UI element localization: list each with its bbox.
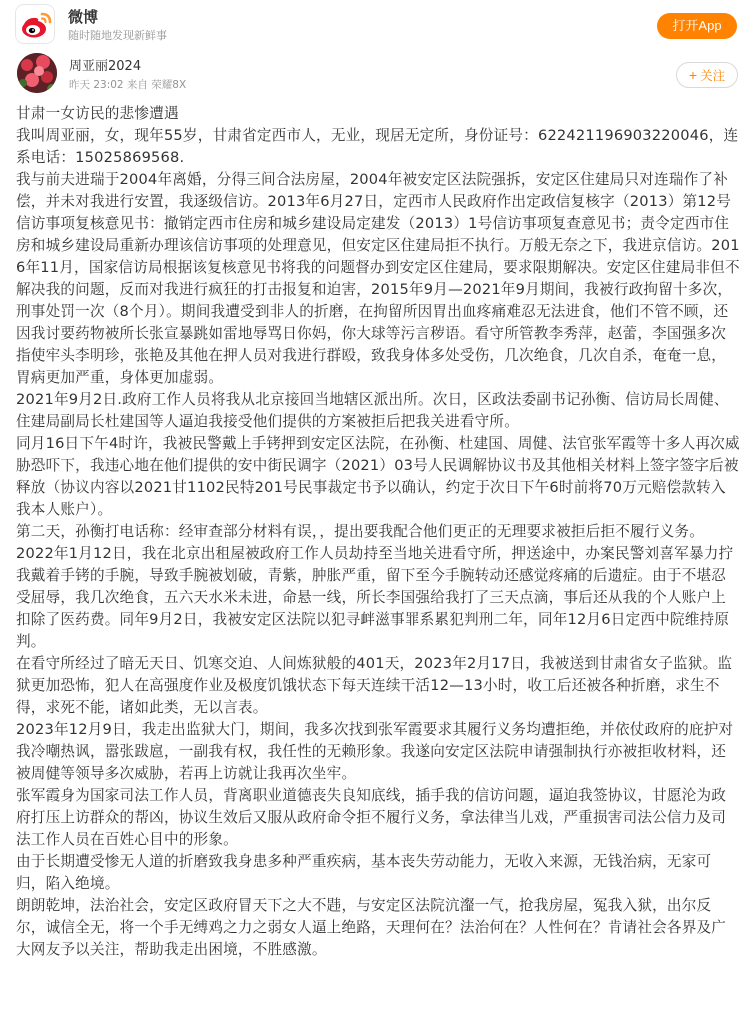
follow-button[interactable] <box>676 62 738 88</box>
post-paragraph: 由于长期遭受惨无人道的折磨致我身患多种严重疾病，基本丧失劳动能力，无收入来源，无钱治病，无家可归，陷入绝境。 <box>16 853 712 892</box>
app-banner <box>0 0 750 46</box>
post-meta: 昨天 23:02 来自 荣耀8X <box>69 79 187 91</box>
post-paragraph: 第二天，孙衡打电话称：经审查部分材料有误，，提出要我配合他们更正的无理要求被拒后拒不履行义务。 <box>16 523 705 540</box>
weibo-logo-icon[interactable] <box>15 4 55 44</box>
avatar-flowers-icon[interactable] <box>17 53 57 93</box>
open-app-button[interactable]: 打开App <box>657 13 737 39</box>
plus-icon: + <box>688 67 698 83</box>
post-paragraph: 2022年1月12日，我在北京出租屋被政府工作人员劫持至当地关进看守所，押送途中，办案民警刘喜军暴力拧我戴着手铐的手腕，导致手腕被划破，青紫，肿胀严重，留下至今手腕转动还感觉疼痛的后遗症。由于不堪忍受屈辱，我几次绝食，五六天水米未进，命悬一线，所长李国强给我打了三天点滴，事后还从我的个人账户上扣除了医药费。同年9月2日，我被安定区法院以犯寻衅滋事罪系累犯判刑二年，同年12月6日定西中院维持原判。 <box>16 545 734 650</box>
post-paragraph: 张军霞身为国家司法工作人员，背离职业道德丧失良知底线，插手我的信访问题，逼迫我签协议，甘愿沦为政府打压上访群众的帮凶，协议生效后又服从政府命令拒不履行义务，拿法律当儿戏，严重损害司法公信力及司法工作人员在百姓心目中的形象。 <box>16 787 727 848</box>
post-paragraph: 同月16日下午4时许，我被民警戴上手铐押到安定区法院，在孙衡、杜建国、周健、法官张军霞等十多人再次威胁恐吓下，我违心地在他们提供的安中街民调字（2021）03号人民调解协议书及其他相关材料上签字签字后被释放（协议内容以2021甘1102民特201号民事裁定书予以确认，约定于次日下午6时前将70万元赔偿款转入我本人账户）。 <box>16 435 740 518</box>
post-paragraph: 我与前夫进瑞于2004年离婚，分得三间合法房屋，2004年被安定区法院强拆，安定区住建局只对连瑞作了补偿，并未对我进行安置，我逐级信访。2013年6月27日，定西市人民政府作出定政信复核字（2013）第12号信访事项复核意见书：撤销定西市住房和城乡建设局定建发（2013）1号信访事项复查意见书；责令定西市住房和城乡建设局重新办理该信访事项的处理意见，但安定区住建局拒不执行。万般无奈之下，我进京信访。2016年11月，国家信访局根据该复核意见书将我的问题督办到安定区住建局，要求限期解决。安定区住建局非但不解决我的问题，反而对我进行疯狂的打击报复和迫害，2015年9月—2021年9月期间，我被行政拘留十多次，刑事处罚一次（8个月）。期间我遭受到非人的折磨，在拘留所因胃出血疼痛难忍无法进食，他们不管不顾，还因我讨要药物被所长张宣暴跳如雷地辱骂日你妈，你大球等污言秽语。看守所管教李秀萍，赵蕾，李国强多次指使牢头李明珍，张艳及其他在押人员对我进行群殴，致我身体多处受伤，几次绝食，几次自杀，奄奄一息，胃病更加严重，身体更加虚弱。 <box>16 171 740 386</box>
post-author-header <box>0 52 750 96</box>
post-paragraph: 2023年12月9日，我走出监狱大门，期间，我多次找到张军霞要求其履行义务均遭拒绝，并依仗政府的庇护对我冷嘲热讽，嚣张跋扈，一副我有权，我任性的无赖形象。我遂向安定区法院申请强制执行亦被拒收材料，还被周健等领导多次威胁，若再上访就让我再次坐牢。 <box>16 721 734 782</box>
post-paragraph: 我叫周亚丽，女，现年55岁，甘肃省定西市人，无业，现居无定所，身份证号：622421196903220046，连系电话：15025869568. <box>16 127 739 166</box>
post-title: 甘肃一女访民的悲惨遭遇 <box>16 105 179 122</box>
post-body <box>16 103 740 961</box>
post-paragraph: 2021年9月2日.政府工作人员将我从北京接回当地辖区派出所。次日，区政法委副书记孙衡、信访局长周健、住建局副局长杜建国等人逼迫我接受他们提供的方案被拒后把我关进看守所。 <box>16 391 729 430</box>
follow-label: 关注 <box>700 69 726 83</box>
post-paragraph: 朗朗乾坤，法治社会，安定区政府冒天下之大不韪，与安定区法院沆瀣一气，抢我房屋，冤我入狱，出尔反尔，诚信全无，将一个手无缚鸡之力之弱女人逼上绝路，天理何在？法治何在？人性何在？肯请社会各界及广大网友予以关注，帮助我走出困境，不胜感激。 <box>16 897 727 958</box>
post-paragraph: 在看守所经过了暗无天日、饥寒交迫、人间炼狱般的401天，2023年2月17日，我被送到甘肃省女子监狱。监狱更加恐怖，犯人在高强度作业及极度饥饿状态下每天连续干活12—13小时，收工后还被各种折磨，求生不得，求死不能，诸如此类，无以言表。 <box>16 655 733 716</box>
app-name: 微博 <box>68 8 99 26</box>
app-slogan: 随时随地发现新鲜事 <box>68 29 167 42</box>
user-name[interactable]: 周亚丽2024 <box>69 59 142 74</box>
